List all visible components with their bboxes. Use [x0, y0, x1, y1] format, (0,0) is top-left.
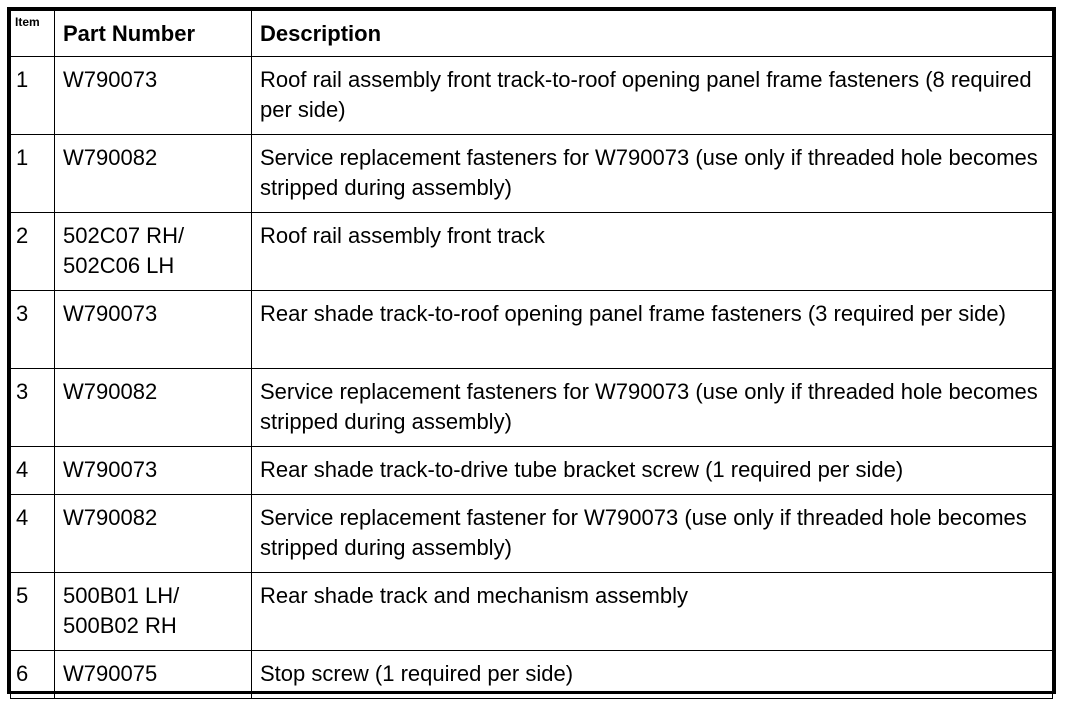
- part-number-cell: W790075: [55, 651, 252, 699]
- description-cell: Service replacement fasteners for W790073 (use only if threaded hole becomes stripped during assembly): [252, 135, 1053, 213]
- table-row: [11, 651, 1053, 699]
- part-number-cell: 500B01 LH/ 500B02 RH: [55, 573, 252, 651]
- header-item: Item: [11, 11, 55, 57]
- parts-table-frame: [7, 7, 1056, 694]
- part-number-cell: W790073: [55, 447, 252, 495]
- item-cell: 6: [11, 651, 55, 699]
- table-row: [11, 291, 1053, 369]
- item-cell: 1: [11, 135, 55, 213]
- table-header-row: [11, 11, 1053, 57]
- table-row: [11, 495, 1053, 573]
- table-row: [11, 573, 1053, 651]
- table-row: [11, 135, 1053, 213]
- part-number-cell: W790082: [55, 135, 252, 213]
- item-cell: 5: [11, 573, 55, 651]
- header-description: Description: [252, 11, 1053, 57]
- part-number-cell: W790082: [55, 369, 252, 447]
- table-row: [11, 369, 1053, 447]
- part-number-cell: W790082: [55, 495, 252, 573]
- description-cell: Stop screw (1 required per side): [252, 651, 1053, 699]
- parts-table: [10, 10, 1053, 699]
- item-cell: 4: [11, 447, 55, 495]
- item-cell: 4: [11, 495, 55, 573]
- description-cell: Rear shade track and mechanism assembly: [252, 573, 1053, 651]
- description-cell: Service replacement fasteners for W790073 (use only if threaded hole becomes stripped during assembly): [252, 369, 1053, 447]
- description-cell: Rear shade track-to-drive tube bracket screw (1 required per side): [252, 447, 1053, 495]
- item-cell: 3: [11, 369, 55, 447]
- description-cell: Roof rail assembly front track-to-roof opening panel frame fasteners (8 required per side): [252, 57, 1053, 135]
- part-number-cell: 502C07 RH/ 502C06 LH: [55, 213, 252, 291]
- table-row: [11, 213, 1053, 291]
- table-row: [11, 57, 1053, 135]
- item-cell: 1: [11, 57, 55, 135]
- description-cell: Rear shade track-to-roof opening panel frame fasteners (3 required per side): [252, 291, 1053, 369]
- item-cell: 3: [11, 291, 55, 369]
- part-number-cell: W790073: [55, 57, 252, 135]
- description-cell: Service replacement fastener for W790073 (use only if threaded hole becomes stripped during assembly): [252, 495, 1053, 573]
- item-cell: 2: [11, 213, 55, 291]
- table-row: [11, 447, 1053, 495]
- description-cell: Roof rail assembly front track: [252, 213, 1053, 291]
- part-number-cell: W790073: [55, 291, 252, 369]
- header-part-number: Part Number: [55, 11, 252, 57]
